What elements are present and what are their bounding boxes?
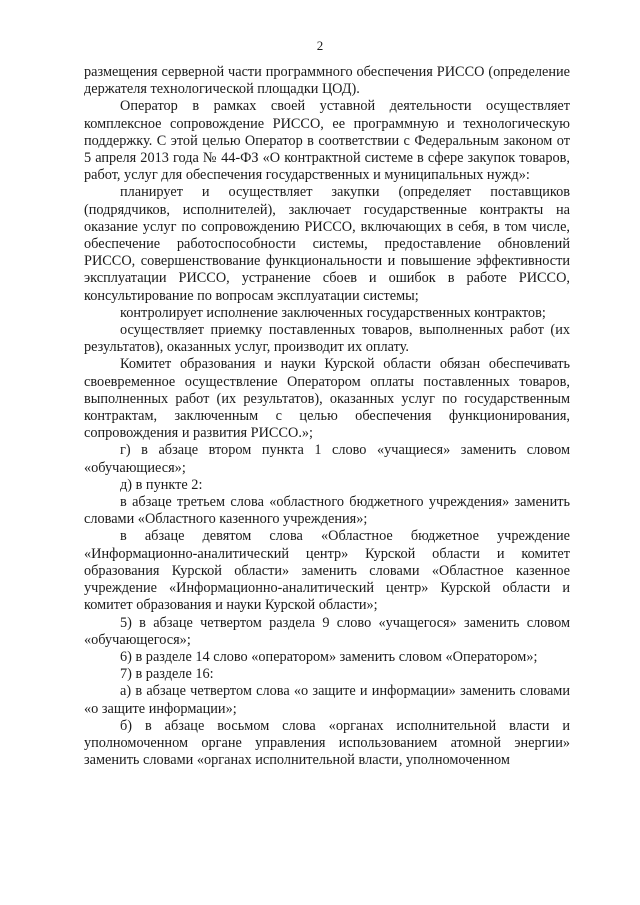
paragraph: 6) в разделе 14 слово «оператором» заменить словом «Оператором»; <box>120 648 538 665</box>
paragraph: Оператор в рамках своей уставной деятельности осуществляет комплексное сопровождение РИССО, ее программную и технологическую поддержку. С этой целью Оператор в соответствии с Федеральным законом от 5 апреля 2013 года № 44-ФЗ «О контрактной системе в сфере закупок товаров, работ, услуг для обеспечения государственных и муниципальных нужд»: <box>84 98 570 184</box>
page-number: 2 <box>316 38 324 53</box>
paragraph: а) в абзаце четвертом слова «о защите и информации» заменить словами «о защите информации»; <box>84 683 570 717</box>
paragraph: 7) в разделе 16: <box>120 666 214 683</box>
paragraph: б) в абзаце восьмом слова «органах исполнительной власти и уполномоченном органе управления использованием атомной энергии» заменить словами «органах исполнительной власти, уполномоченном <box>84 717 570 769</box>
paragraph: 5) в абзаце четвертом раздела 9 слово «учащегося» заменить словом «обучающегося»; <box>84 614 570 648</box>
paragraph: Комитет образования и науки Курской области обязан обеспечивать своевременное осуществление Оператором оплаты поставленных товаров, выполненных работ (их результатов), оказанных услуг по государственным контрактам, заключенным с целью обеспечения функционирования, сопровождения и развития РИССО.»; <box>84 356 570 442</box>
document-body <box>84 64 570 769</box>
paragraph: г) в абзаце втором пункта 1 слово «учащиеся» заменить словом «обучающиеся»; <box>84 442 570 476</box>
paragraph: в абзаце третьем слова «областного бюджетного учреждения» заменить словами «Областного казенного учреждения»; <box>84 494 570 528</box>
paragraph: осуществляет приемку поставленных товаров, выполненных работ (их результатов), оказанных услуг, производит их оплату. <box>84 322 570 356</box>
paragraph: контролирует исполнение заключенных государственных контрактов; <box>120 304 546 321</box>
paragraph: в абзаце девятом слова «Областное бюджетное учреждение «Информационно-аналитический центр» Курской области и комитет образования Курской области» заменить словами «Областное казенное учреждение «Информационно-аналитический центр» Курской области и комитет образования и науки Курской области»; <box>84 528 570 614</box>
paragraph: д) в пункте 2: <box>120 476 203 493</box>
paragraph: размещения серверной части программного обеспечения РИССО (определение держателя технологической площадки ЦОД). <box>84 64 570 98</box>
paragraph: планирует и осуществляет закупки (определяет поставщиков (подрядчиков, исполнителей), заключает государственные контракты на оказание услуг по сопровождению РИССО, включающих в себя, в том числе, обеспечение работоспособности системы, предоставление обновлений РИССО, совершенствование функциональности и повышение эффективности эксплуатации РИССО, устранение сбоев и ошибок в работе РИССО, консультирование по вопросам эксплуатации системы; <box>84 184 570 304</box>
